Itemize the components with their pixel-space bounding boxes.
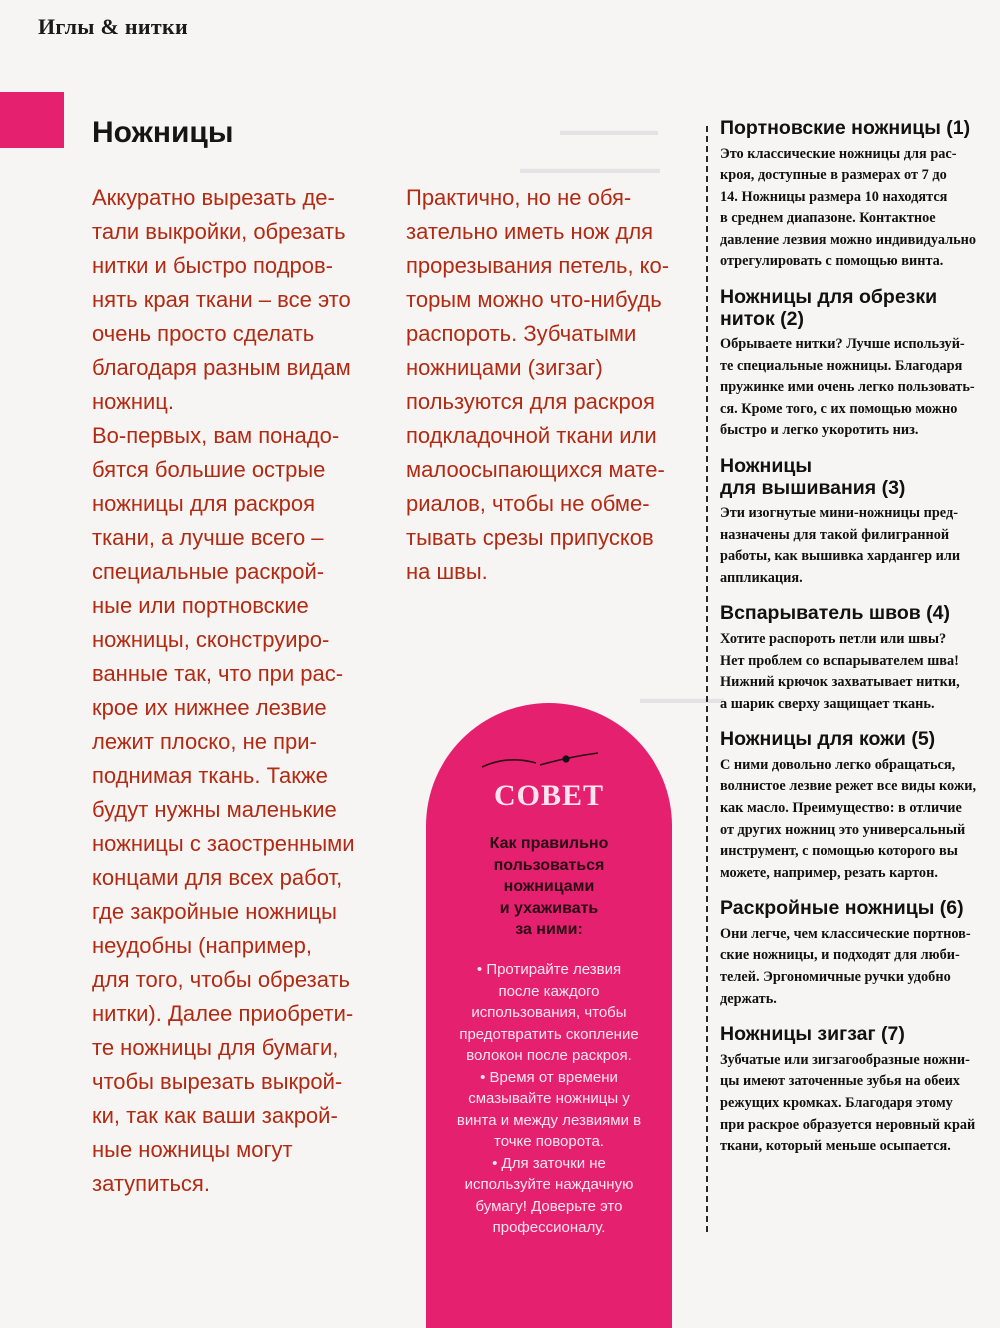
entry-description-line: давление лезвия можно индивидуально bbox=[720, 231, 977, 248]
entry-description bbox=[720, 629, 1000, 715]
entry-description-line: Нет проблем со вспарывателем шва! bbox=[720, 652, 959, 669]
tip-title: СОВЕТ bbox=[493, 779, 605, 812]
body-text-line: малоосыпающихся мате- bbox=[406, 457, 665, 482]
body-text-line: ножницы для раскроя bbox=[92, 491, 315, 516]
tip-item bbox=[444, 959, 654, 1067]
entry-description-line: Эти изогнутые мини-ножницы пред- bbox=[720, 505, 958, 522]
body-text-line: Аккуратно вырезать де- bbox=[92, 185, 335, 210]
scissors-entry bbox=[720, 1024, 1000, 1157]
scissors-entry bbox=[720, 729, 1000, 884]
body-text-line: ножницами (зигзаг) bbox=[406, 355, 603, 380]
body-text-line: поднимая ткань. Также bbox=[92, 763, 328, 788]
body-text-line: прорезывания петель, ко- bbox=[406, 253, 670, 278]
body-text-line: ки, так как ваши закрой- bbox=[92, 1103, 338, 1128]
scissors-entry bbox=[720, 898, 1000, 1010]
show-through-decoration: ▬▬▬▬▬▬▬▬▬▬ bbox=[520, 160, 660, 176]
entry-description-line: как масло. Преимущество: в отличие bbox=[720, 799, 962, 816]
body-text-line: Во-первых, вам понадо- bbox=[92, 423, 340, 448]
body-text-line: нитки и быстро подров- bbox=[92, 253, 334, 278]
show-through-decoration: ▬▬▬▬▬▬▬ bbox=[560, 122, 658, 138]
entry-description-line: отрегулировать с помощью винта. bbox=[720, 253, 944, 270]
body-text-line: ножницы, сконструиро- bbox=[92, 627, 330, 652]
body-text-line: неудобны (например, bbox=[92, 933, 313, 958]
body-text-line: тывать срезы припусков bbox=[406, 525, 654, 550]
entry-description-line: Хотите распороть петли или швы? bbox=[720, 630, 947, 647]
body-text-line: специальные раскрой- bbox=[92, 559, 325, 584]
entry-description-line: режущих кромках. Благодаря этому bbox=[720, 1094, 953, 1111]
entry-title bbox=[720, 729, 1000, 751]
entry-title-line: ниток (2) bbox=[720, 307, 804, 330]
entry-description bbox=[720, 503, 1000, 589]
body-text-line: ножницы с заостренными bbox=[92, 831, 355, 856]
entry-title-line: Ножницы для кожи (5) bbox=[720, 728, 936, 751]
section-marker-bar bbox=[0, 92, 64, 148]
entry-title-line: Ножницы для обрезки bbox=[720, 286, 938, 309]
entry-title-line: для вышивания (3) bbox=[720, 476, 906, 499]
entry-title bbox=[720, 456, 1000, 499]
show-through-decoration: ▬▬▬▬▬▬ bbox=[640, 690, 724, 706]
entry-description-line: аппликация. bbox=[720, 569, 803, 586]
body-text-line: зательно иметь нож для bbox=[406, 219, 654, 244]
tip-panel bbox=[426, 703, 672, 1328]
body-text-line: очень просто сделать bbox=[92, 321, 315, 346]
body-text-line: нитки). Далее приобрети- bbox=[92, 1001, 354, 1026]
entry-description bbox=[720, 924, 1000, 1010]
entry-description-line: инструмент, с помощью которого вы bbox=[720, 843, 958, 860]
entry-description-line: при раскрое образуется неровный край bbox=[720, 1116, 976, 1133]
scissors-entry bbox=[720, 603, 1000, 715]
tip-item-line: Протирайте лезвия bbox=[486, 961, 622, 978]
entry-description-line: а шарик сверху защищает ткань. bbox=[720, 695, 935, 712]
tip-item-line: точке поворота. bbox=[494, 1133, 604, 1150]
body-text-line: ные или портновские bbox=[92, 593, 309, 618]
tip-item bbox=[444, 1153, 654, 1239]
tip-item-line: использования, чтобы bbox=[471, 1004, 627, 1021]
entry-description-line: держать. bbox=[720, 990, 777, 1007]
entry-description-line: назначены для такой филигранной bbox=[720, 526, 950, 543]
body-text-line: пользуются для раскроя bbox=[406, 389, 655, 414]
tip-item-line: профессионалу. bbox=[492, 1219, 606, 1236]
entry-title-line: Вспарыватель швов (4) bbox=[720, 602, 951, 625]
tip-subtitle bbox=[456, 833, 642, 941]
entry-title bbox=[720, 118, 1000, 140]
entry-title bbox=[720, 898, 1000, 920]
entry-description-line: ские ножницы, и подходят для люби- bbox=[720, 947, 960, 964]
body-text-line: бятся большие острые bbox=[92, 457, 326, 482]
section-title: Ножницы bbox=[92, 116, 234, 149]
entry-description-line: ся. Кроме того, с их помощью можно bbox=[720, 400, 958, 417]
entry-title bbox=[720, 1024, 1000, 1046]
entry-description-line: телей. Эргономичные ручки удобно bbox=[720, 969, 951, 986]
body-text-line: будут нужны маленькие bbox=[92, 797, 337, 822]
entry-description-line: в среднем диапазоне. Контактное bbox=[720, 210, 936, 227]
entry-description-line: кроя, доступные в размерах от 7 до bbox=[720, 167, 947, 184]
entry-description bbox=[720, 755, 1000, 885]
tip-subtitle-line: и ухаживать bbox=[499, 899, 599, 917]
body-text-line: на швы. bbox=[406, 559, 488, 584]
body-text-line: ванные так, что при рас- bbox=[92, 661, 344, 686]
tip-item-line: смазывайте ножницы у bbox=[468, 1090, 630, 1107]
tip-item bbox=[444, 1067, 654, 1153]
entry-description-line: Нижний крючок захватывает нитки, bbox=[720, 674, 960, 691]
body-text-line: тали выкройки, обрезать bbox=[92, 219, 346, 244]
main-text-column-2 bbox=[406, 181, 706, 589]
body-text-line: те ножницы для бумаги, bbox=[92, 1035, 339, 1060]
body-text-line: подкладочной ткани или bbox=[406, 423, 657, 448]
entry-description-line: от других ножниц это универсальный bbox=[720, 821, 966, 838]
tip-item-line: волокон после раскроя. bbox=[466, 1047, 632, 1064]
entry-title-line: Ножницы зигзаг (7) bbox=[720, 1023, 905, 1046]
tip-item-line: бумагу! Доверьте это bbox=[475, 1197, 623, 1215]
body-text-line: где закройные ножницы bbox=[92, 899, 337, 924]
body-text-line: благодаря разным видам bbox=[92, 355, 351, 380]
tip-item-line: винта и между лезвиями в bbox=[456, 1111, 642, 1129]
tip-subtitle-line: пользоваться bbox=[493, 856, 605, 874]
body-text-line: риалов, чтобы не обме- bbox=[406, 491, 650, 516]
body-text-line: лежит плоско, не при- bbox=[92, 729, 317, 754]
entry-description-line: работы, как вышивка хардангер или bbox=[720, 548, 961, 565]
entry-title-line: Ножницы bbox=[720, 455, 812, 478]
tip-item-line: после каждого bbox=[498, 982, 600, 1000]
body-text-line: концами для всех работ, bbox=[92, 865, 343, 890]
scissors-entry bbox=[720, 287, 1000, 442]
column-divider bbox=[706, 126, 708, 1232]
tip-subtitle-line: ножницами bbox=[503, 878, 595, 895]
entry-description-line: Зубчатые или зигзагообразные ножни- bbox=[720, 1051, 970, 1068]
entry-description bbox=[720, 144, 1000, 274]
entry-description-line: ткани, который меньше осыпается. bbox=[720, 1138, 951, 1155]
scissors-types-list bbox=[720, 118, 1000, 1172]
scissors-entry bbox=[720, 118, 1000, 273]
entry-description-line: Обрываете нитки? Лучше используй- bbox=[720, 336, 965, 353]
entry-title bbox=[720, 603, 1000, 625]
body-text-line: чтобы вырезать выкрой- bbox=[92, 1069, 343, 1094]
entry-description bbox=[720, 334, 1000, 442]
body-text-line: для того, чтобы обрезать bbox=[92, 967, 351, 992]
entry-description-line: Они легче, чем классические портнов- bbox=[720, 925, 971, 942]
tip-subtitle-line: за ними: bbox=[515, 921, 583, 938]
main-text-column-1 bbox=[92, 181, 392, 1201]
body-text-line: нять края ткани – все это bbox=[92, 287, 351, 312]
tip-subtitle-line: Как правильно bbox=[489, 835, 609, 852]
entry-description-line: цы имеют заточенные зубья на обеих bbox=[720, 1073, 960, 1090]
entry-description-line: пружинке ими очень легко пользовать- bbox=[720, 379, 975, 396]
tip-item-line: Время от времени bbox=[489, 1068, 618, 1086]
running-title: Иглы & нитки bbox=[38, 14, 188, 39]
needle-thread-icon bbox=[478, 743, 608, 773]
body-text-line: Практично, но не обя- bbox=[406, 185, 632, 210]
body-text-line: ткани, а лучше всего – bbox=[92, 525, 324, 550]
body-text-line: распороть. Зубчатыми bbox=[406, 321, 637, 346]
entry-description-line: волнистое лезвие режет все виды кожи, bbox=[720, 778, 977, 795]
entry-description-line: Это классические ножницы для рас- bbox=[720, 145, 957, 162]
body-text-line: крое их нижнее лезвие bbox=[92, 695, 327, 720]
body-text-line: ные ножницы могут bbox=[92, 1137, 293, 1162]
entry-title bbox=[720, 287, 1000, 330]
entry-description bbox=[720, 1050, 1000, 1158]
entry-description-line: те специальные ножницы. Благодаря bbox=[720, 357, 963, 374]
tip-list bbox=[444, 959, 654, 1239]
scissors-entry bbox=[720, 456, 1000, 589]
tip-item-line: предотвратить скопление bbox=[459, 1025, 639, 1043]
entry-title-line: Раскройные ножницы (6) bbox=[720, 897, 964, 920]
body-text-line: ножниц. bbox=[92, 389, 175, 414]
entry-description-line: С ними довольно легко обращаться, bbox=[720, 756, 956, 773]
body-text-line: торым можно что-нибудь bbox=[406, 287, 662, 312]
entry-description-line: быстро и легко укоротить низ. bbox=[720, 422, 919, 439]
entry-title-line: Портновские ножницы (1) bbox=[720, 117, 971, 139]
tip-item-line: Для заточки не bbox=[501, 1154, 606, 1172]
entry-description-line: можете, например, резать картон. bbox=[720, 864, 938, 881]
entry-description-line: 14. Ножницы размера 10 находятся bbox=[720, 188, 948, 205]
body-text-line: затупиться. bbox=[92, 1171, 210, 1196]
tip-item-line: используйте наждачную bbox=[464, 1176, 634, 1193]
